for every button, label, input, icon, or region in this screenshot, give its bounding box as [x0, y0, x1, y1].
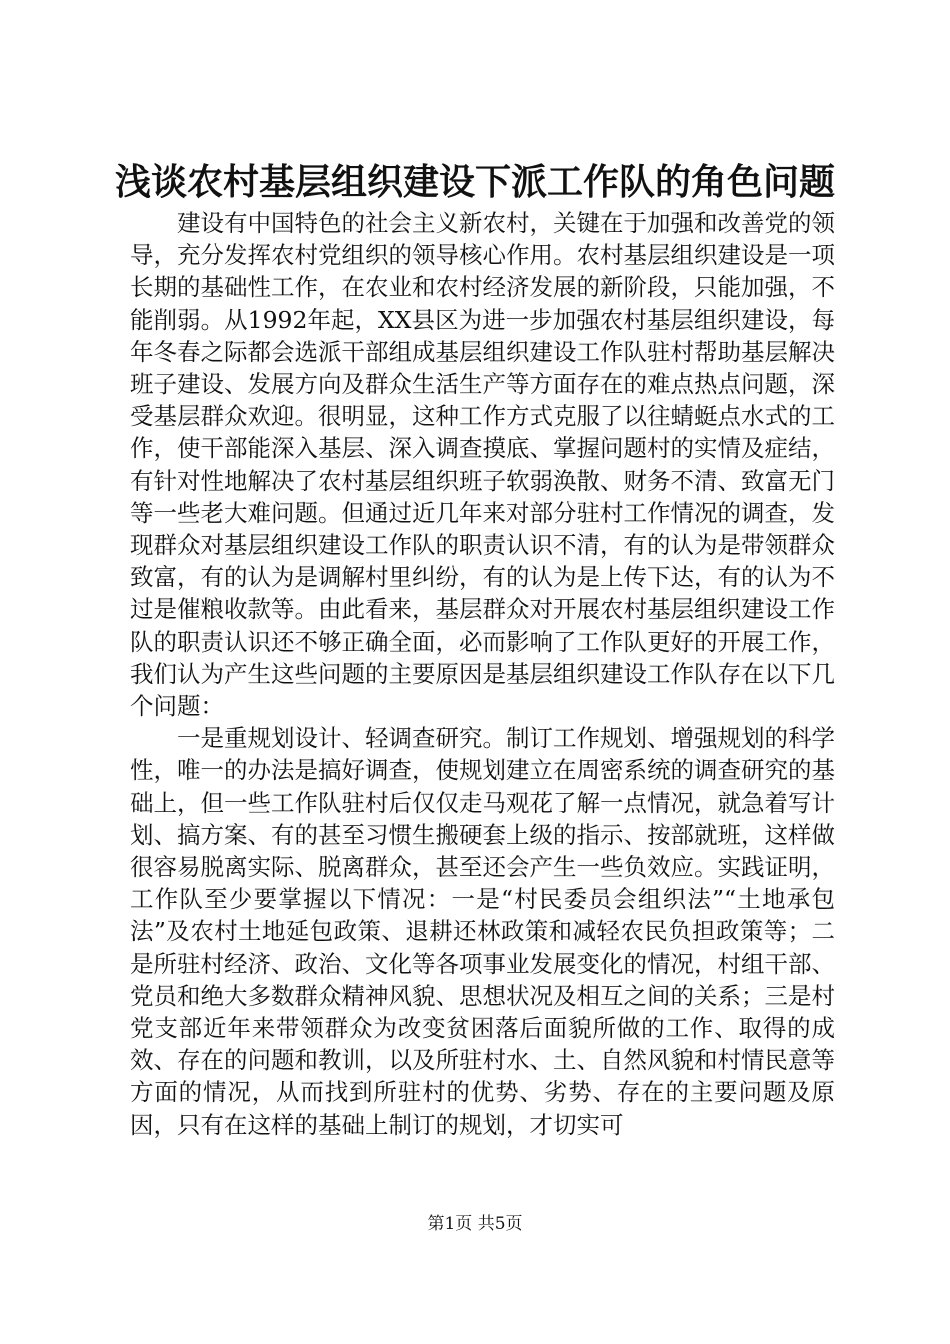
body-paragraph: 一是重规划设计、轻调查研究。制订工作规划、增强规划的科学性，唯一的办法是搞好调查，使规划建立在周密系统的调查研究的基础上，但一些工作队驻村后仅仅走马观花了解一点情况，就急着写计划、搞方案、有的甚至习惯生搬硬套上级的指示、按部就班，这样做很容易脱离实际、脱离群众，甚至还会产生一些负效应。实践证明，工作队至少要掌握以下情况：一是“村民委员会组织法”“土地承包法”及农村土地延包政策、退耕还林政策和减轻农民负担政策等；二是所驻村经济、政治、文化等各项事业发展变化的情况，村组干部、党员和绝大多数群众精神风貌、思想状况及相互之间的关系；三是村党支部近年来带领群众为改变贫困落后面貌所做的工作、取得的成效、存在的问题和教训，以及所驻村水、土、自然风貌和村情民意等方面的情况，从而找到所驻村的优势、劣势、存在的主要问题及原因，只有在这样的基础上制订的规划，才切实可: [130, 724, 835, 1139]
body-paragraph: 建设有中国特色的社会主义新农村，关键在于加强和改善党的领导，充分发挥农村党组织的领导核心作用。农村基层组织建设是一项长期的基础性工作，在农业和农村经济发展的新阶段，只能加强，不能削弱。从1992年起，XX县区为进一步加强农村基层组织建设，每年冬春之际都会选派干部组成基层组织建设工作队驻村帮助基层解决班子建设、发展方向及群众生活生产等方面存在的难点热点问题，深受基层群众欢迎。很明显，这种工作方式克服了以往蜻蜓点水式的工作，使干部能深入基层、深入调查摸底、掌握问题村的实情及症结，有针对性地解决了农村基层组织班子软弱涣散、财务不清、致富无门等一些老大难问题。但通过近几年来对部分驻村工作情况的调查，发现群众对基层组织建设工作队的职责认识不清，有的认为是带领群众致富，有的认为是调解村里纠纷，有的认为是上传下达，有的认为不过是催粮收款等。由此看来，基层群众对开展农村基层组织建设工作队的职责认识还不够正确全面，必而影响了工作队更好的开展工作，我们认为产生这些问题的主要原因是基层组织建设工作队存在以下几个问题：: [130, 209, 835, 721]
document-title: 浅谈农村基层组织建设下派工作队的角色问题: [114, 161, 835, 203]
document-body: [130, 207, 835, 1141]
page-number-footer: 第1页 共5页: [427, 1214, 523, 1234]
